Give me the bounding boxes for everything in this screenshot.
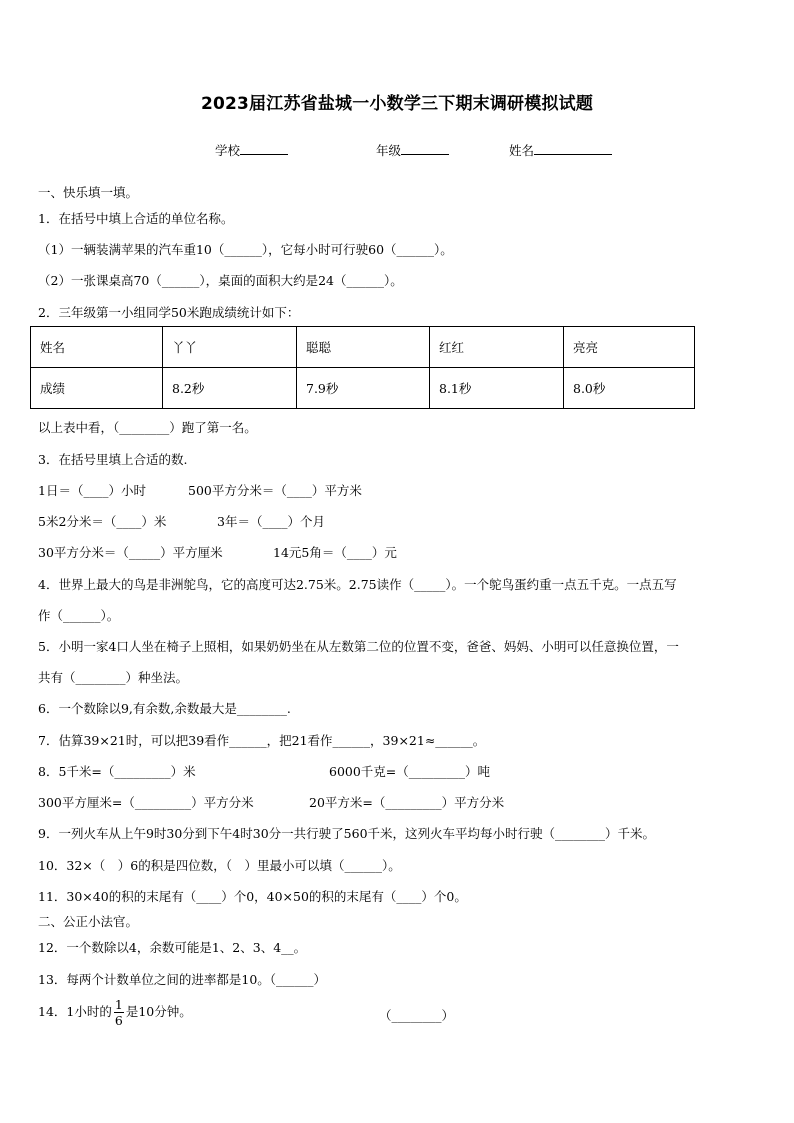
q14-answer: （________）: [379, 1008, 455, 1023]
q2-follow: 以上表中看，（________）跑了第一名。: [38, 420, 257, 435]
grade-field: [376, 141, 449, 159]
school-label: 学校: [215, 143, 241, 158]
school-field: [215, 141, 288, 159]
q2-stem: 2．三年级第一小组同学50米跑成绩统计如下：: [38, 305, 300, 320]
q14-suffix: 是10分钟。: [125, 1004, 192, 1019]
q8-item: 20平方米=（_________）平方分米: [309, 795, 505, 810]
section-1-heading: 一、快乐填一填。: [38, 185, 139, 200]
q1-part-1: （1）一辆装满苹果的汽车重10（______），它每小时可行驶60（______）。: [38, 242, 453, 257]
score-table: [30, 326, 695, 409]
section-2-heading: 二、公正小法官。: [38, 914, 139, 929]
table-cell: 亮亮: [564, 327, 695, 368]
table-cell: 姓名: [31, 327, 163, 368]
q11: 11．30×40的积的末尾有（____）个0，40×50的积的末尾有（____）个0。: [38, 889, 467, 904]
q3-item: 14元5角＝（____）元: [273, 545, 397, 560]
page-title: 2023届江苏省盐城一小数学三下期末调研模拟试题: [200, 94, 594, 114]
name-blank[interactable]: [534, 142, 612, 155]
q10: 10．32×（ ）6的积是四位数，（ ）里最小可以填（______）。: [38, 858, 401, 873]
name-label: 姓名: [509, 143, 535, 158]
school-blank[interactable]: [240, 142, 288, 155]
q3-item: 500平方分米＝（____）平方米: [188, 483, 362, 498]
fraction-numerator: 1: [114, 997, 123, 1012]
table-header-row: [31, 327, 695, 368]
table-cell: 成绩: [31, 368, 163, 409]
fraction-denominator: 6: [114, 1013, 123, 1028]
q3-item: 30平方分米＝（_____）平方厘米: [38, 545, 223, 560]
q3-item: 1日＝（____）小时: [38, 483, 146, 498]
table-cell: 红红: [430, 327, 564, 368]
q9: 9．一列火车从上午9时30分到下午4时30分一共行驶了560千米，这列火车平均每小时行驶（________）千米。: [38, 826, 656, 841]
table-cell: 聪聪: [297, 327, 430, 368]
q3-item: 5米2分米＝（____）米: [38, 514, 167, 529]
q14: [38, 997, 192, 1028]
table-cell: 8.0秒: [564, 368, 695, 409]
q8-item: 8．5千米=（_________）米: [38, 764, 196, 779]
grade-blank[interactable]: [401, 142, 449, 155]
q12: 12．一个数除以4，余数可能是1、2、3、4__。: [38, 940, 307, 955]
q6: 6．一个数除以9,有余数,余数最大是________.: [38, 701, 291, 716]
q5-line-1: 5．小明一家4口人坐在椅子上照相，如果奶奶坐在从左数第二位的位置不变，爸爸、妈妈、小明可以任意换位置，一: [38, 639, 679, 654]
table-cell: 7.9秒: [297, 368, 430, 409]
q4-line-1: 4．世界上最大的鸟是非洲鸵鸟，它的高度可达2.75米。2.75读作（_____）。一个鸵鸟蛋约重一点五千克。一点五写: [38, 577, 677, 592]
q4-line-2: 作（______）。: [38, 608, 120, 623]
fraction-one-sixth: [114, 997, 124, 1028]
name-field: [509, 141, 612, 159]
q14-prefix: 14．1小时的: [38, 1004, 112, 1019]
q13: 13．每两个计数单位之间的进率都是10。（______）: [38, 972, 327, 987]
table-row: [31, 368, 695, 409]
table-cell: 8.2秒: [163, 368, 297, 409]
table-cell: 丫丫: [163, 327, 297, 368]
q1-stem: 1．在括号中填上合适的单位名称。: [38, 211, 234, 226]
table-cell: 8.1秒: [430, 368, 564, 409]
q5-line-2: 共有（________）种坐法。: [38, 670, 189, 685]
q3-stem: 3．在括号里填上合适的数.: [38, 452, 188, 467]
q8-item: 300平方厘米=（_________）平方分米: [38, 795, 254, 810]
q7: 7．估算39×21时，可以把39看作______，把21看作______，39×21≈______。: [38, 733, 486, 748]
q3-item: 3年＝（____）个月: [217, 514, 325, 529]
grade-label: 年级: [376, 143, 402, 158]
q8-item: 6000千克=（_________）吨: [329, 764, 491, 779]
q1-part-2: （2）一张课桌高70（______），桌面的面积大约是24（______）。: [38, 273, 403, 288]
